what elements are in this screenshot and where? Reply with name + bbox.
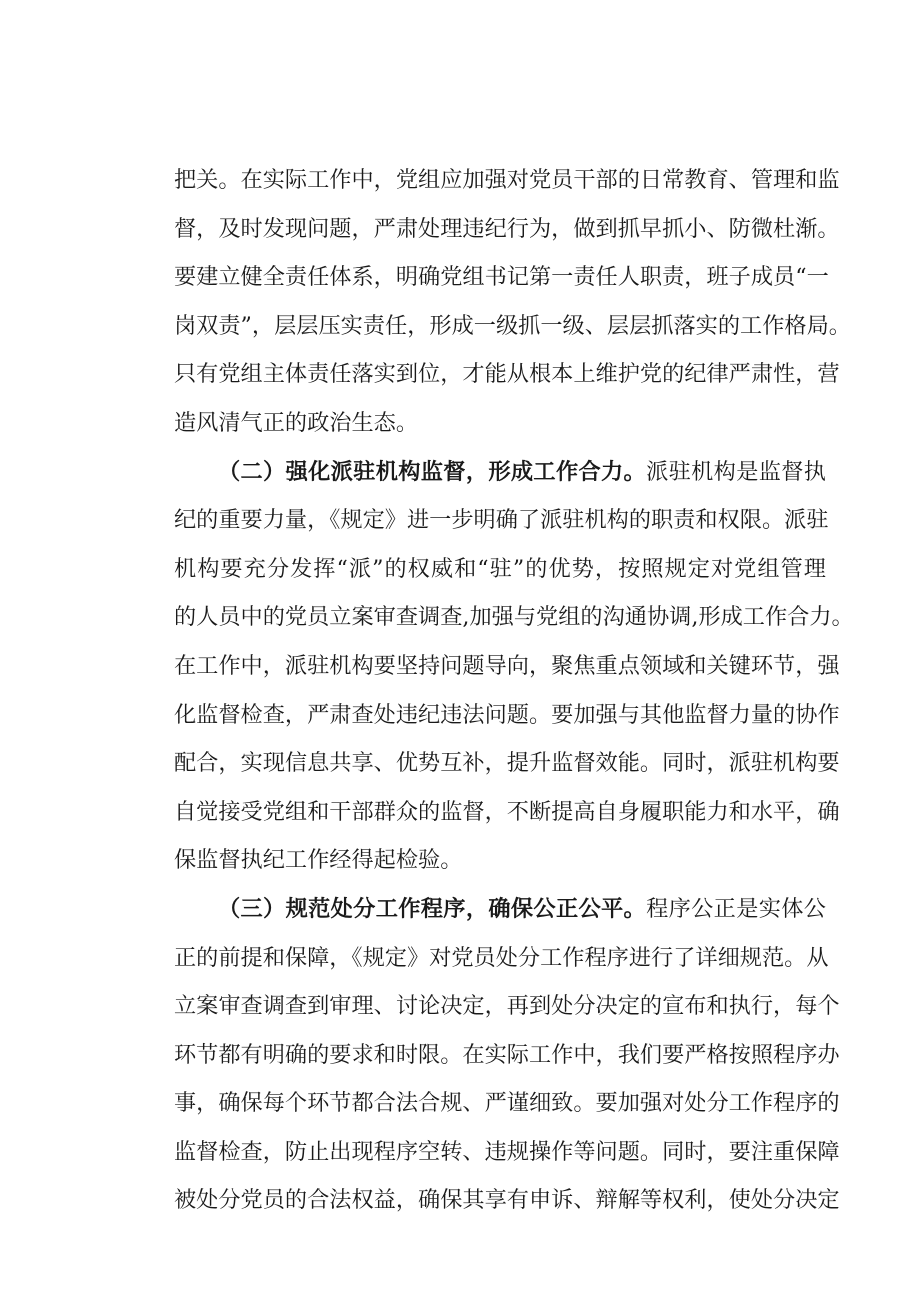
paragraph-2-first-line-text: 派驻机构是监督执 — [646, 458, 826, 485]
paragraph-2-first-line — [174, 448, 826, 497]
paragraph-1-line-5: 只有党组主体责任落实到位，才能从根本上维护党的纪律严肃性，营 — [174, 361, 840, 388]
paragraph-1-line-4: 岗双责”，层层压实责任，形成一级抓一级、层层抓落实的工作格局。 — [174, 312, 851, 339]
section-heading-3: （三）规范处分工作程序，确保公正公平。 — [218, 895, 647, 922]
paragraph-3-line-5: 事，确保每个环节都合法合规、严谨细致。要加强对处分工作程序的 — [174, 1090, 840, 1117]
document-body — [174, 156, 854, 1225]
paragraph-2-line-2: 纪的重要力量，《规定》进一步明确了派驻机构的职责和权限。派驻 — [174, 507, 829, 534]
paragraph-3-line-7: 被处分党员的合法权益，确保其享有申诉、辩解等权利，使处分决定 — [174, 1187, 840, 1214]
paragraph-3-line-3: 立案审查调查到审理、讨论决定，再到处分决定的宣布和执行，每个 — [174, 993, 840, 1020]
paragraph-2-line-9: 保监督执纪工作经得起检验。 — [174, 847, 463, 874]
paragraph-2-line-5: 在工作中，派驻机构要坚持问题导向，聚焦重点领域和关键环节，强 — [174, 652, 840, 679]
paragraph-3-line-2: 正的前提和保障，《规定》对党员处分工作程序进行了详细规范。从 — [174, 944, 829, 971]
paragraph-2-line-8: 自觉接受党组和干部群众的监督，不断提高自身履职能力和水平，确 — [174, 798, 840, 825]
paragraph-1-line-1: 把关。在实际工作中，党组应加强对党员干部的日常教育、管理和监 — [174, 167, 840, 193]
paragraph-3-first-line — [174, 885, 826, 934]
paragraph-2-line-6: 化监督检查，严肃查处违纪违法问题。要加强与其他监督力量的协作 — [174, 701, 840, 728]
paragraph-3-line-6: 监督检查，防止出现程序空转、违规操作等问题。同时，要注重保障 — [174, 1138, 840, 1165]
paragraph-3-line-4: 环节都有明确的要求和时限。在实际工作中，我们要严格按照程序办 — [174, 1041, 840, 1068]
paragraph-3-first-line-text: 程序公正是实体公 — [646, 895, 826, 922]
section-heading-2: （二）强化派驻机构监督，形成工作合力。 — [218, 458, 647, 485]
paragraph-1-line-2: 督，及时发现问题，严肃处理违纪行为，做到抓早抓小、防微杜渐。 — [174, 215, 840, 242]
paragraph-2-line-3: 机构要充分发挥“派”的权威和“驻”的优势，按照规定对党组管理 — [174, 555, 826, 582]
paragraph-2-line-4: 的人员中的党员立案审查调查,加强与党组的沟通协调,形成工作合力。 — [174, 604, 854, 631]
paragraph-1-line-3: 要建立健全责任体系，明确党组书记第一责任人职责，班子成员“一 — [174, 264, 829, 291]
paragraph-1-line-6: 造风清气正的政治生态。 — [174, 409, 419, 436]
paragraph-2-line-7: 配合，实现信息共享、优势互补，提升监督效能。同时，派驻机构要 — [174, 750, 840, 777]
